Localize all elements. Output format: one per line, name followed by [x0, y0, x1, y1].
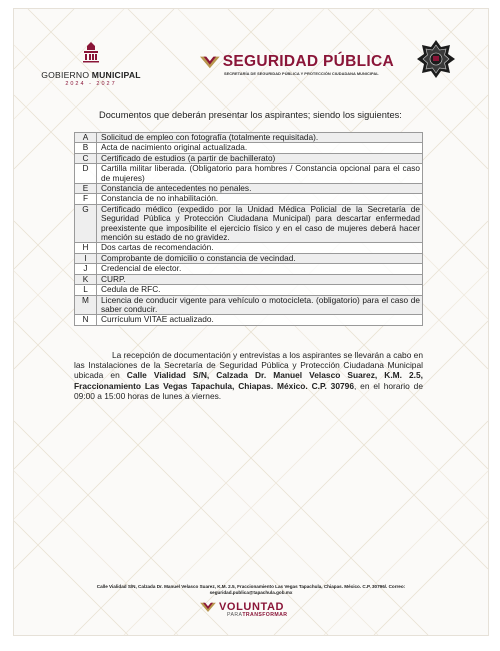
requirement-row [75, 315, 423, 325]
requirement-letter: H [75, 243, 97, 253]
requirement-row [75, 243, 423, 253]
requirement-text: CURP. [97, 274, 423, 284]
requirement-letter: I [75, 253, 97, 263]
requirement-text: Currículum VITAE actualizado. [97, 315, 423, 325]
seguridad-publica-subtitle: SECRETARÍA DE SEGURIDAD PÚBLICA Y PROTECCIÓN CIUDADANA MUNICIPAL [224, 71, 379, 76]
requirement-row [75, 285, 423, 295]
voluntad-logo [200, 601, 310, 618]
requirement-letter: F [75, 194, 97, 204]
requirement-text: Acta de nacimiento original actualizada. [97, 143, 423, 153]
requirement-letter: A [75, 133, 97, 143]
requirement-text: Credencial de elector. [97, 264, 423, 274]
requirement-letter: G [75, 204, 97, 243]
requirement-letter: J [75, 264, 97, 274]
requirement-row [75, 194, 423, 204]
chevron-emblem-icon [200, 602, 216, 612]
requirement-letter: B [75, 143, 97, 153]
intro-text: Documentos que deberán presentar los aspirantes; siendo los siguientes: [99, 110, 402, 120]
requirement-row [75, 133, 423, 143]
gobierno-municipal-logo-icon [81, 41, 101, 63]
requirement-text: Dos cartas de recomendación. [97, 243, 423, 253]
gobierno-municipal-logo [36, 41, 146, 87]
gobierno-municipal-text: GOBIERNO MUNICIPAL [41, 70, 141, 80]
seguridad-publica-header [200, 53, 394, 76]
requirement-row [75, 153, 423, 163]
requirement-letter: N [75, 315, 97, 325]
document-page [13, 8, 489, 636]
requirement-letter: K [75, 274, 97, 284]
footer-email: seguridad.publica@tapachula.gob.mx [209, 590, 293, 595]
voluntad-title: VOLUNTAD [219, 601, 285, 613]
requirement-row [75, 274, 423, 284]
requirement-row [75, 143, 423, 153]
chevron-emblem-icon [200, 55, 220, 69]
voluntad-subtitle: PARATRANSFORMAR [227, 612, 288, 618]
requirement-text: Constancia de no inhabilitación. [97, 194, 423, 204]
gobierno-years: 2024 - 2027 [65, 81, 117, 87]
requirement-row [75, 295, 423, 315]
requirement-row [75, 264, 423, 274]
requirement-text: Cartilla militar liberada. (Obligatorio para hombres / Constancia opcional para el caso de mujeres) [97, 164, 423, 184]
requirement-letter: L [75, 285, 97, 295]
requirement-row [75, 204, 423, 243]
requirement-text: Solicitud de empleo con fotografía (totalmente requisitada). [97, 133, 423, 143]
requirement-text: Constancia de antecedentes no penales. [97, 184, 423, 194]
reception-note: La recepción de documentación y entrevistas a los aspirantes se llevarán a cabo en las Instalaciones de la Secretaría de Seguridad Pública y Protección Ciudadana Municipal ubicada en Calle Vialidad S/N, Calzada Dr. Manuel Velasco Suarez, K.M. 2.5, Fraccionamiento Las Vegas Tapachula, Chiapas. México. C.P. 30796, en el horario de 09:00 a 15:00 horas de lunes a viernes. [74, 350, 423, 401]
police-star-badge-icon [416, 39, 456, 79]
requirements-table [74, 132, 423, 326]
requirement-row [75, 164, 423, 184]
requirement-text: Certificado de estudios (a partir de bachillerato) [97, 153, 423, 163]
requirement-text: Certificado médico (expedido por la Unidad Médica Policial de la Secretaría de Seguridad Pública y Protección Ciudadana Municipal) para descartar enfermedad preexistente que imposibilite el ejercicio físico y en el caso de mujeres deberá hacer mención su estado de no gravidez. [97, 204, 423, 243]
requirement-row [75, 253, 423, 263]
requirement-text: Licencia de conducir vigente para vehículo o motocicleta. (obligatorio) para el caso de saber conducir. [97, 295, 423, 315]
requirement-letter: E [75, 184, 97, 194]
requirement-row [75, 184, 423, 194]
requirement-text: Cedula de RFC. [97, 285, 423, 295]
reception-address: Calle Vialidad S/N, Calzada Dr. Manuel Velasco Suarez, K.M. 2.5, Fraccionamiento Las Vegas Tapachula, Chiapas. México. C.P. 30796 [74, 370, 423, 391]
seguridad-publica-title: SEGURIDAD PÚBLICA [222, 53, 394, 70]
requirement-text: Comprobante de domicilio o constancia de vecindad. [97, 253, 423, 263]
footer-address: Calle Vialidad S/N, Calzada Dr. Manuel Velasco Suarez, K.M. 2.5, Fraccionamiento Las Vegas Tapachula, Chiapas. México. C.P. 30796/. Correo: seguridad.publica@tapachula.gob.mx [44, 584, 458, 596]
requirement-letter: C [75, 153, 97, 163]
requirement-letter: M [75, 295, 97, 315]
requirement-letter: D [75, 164, 97, 184]
